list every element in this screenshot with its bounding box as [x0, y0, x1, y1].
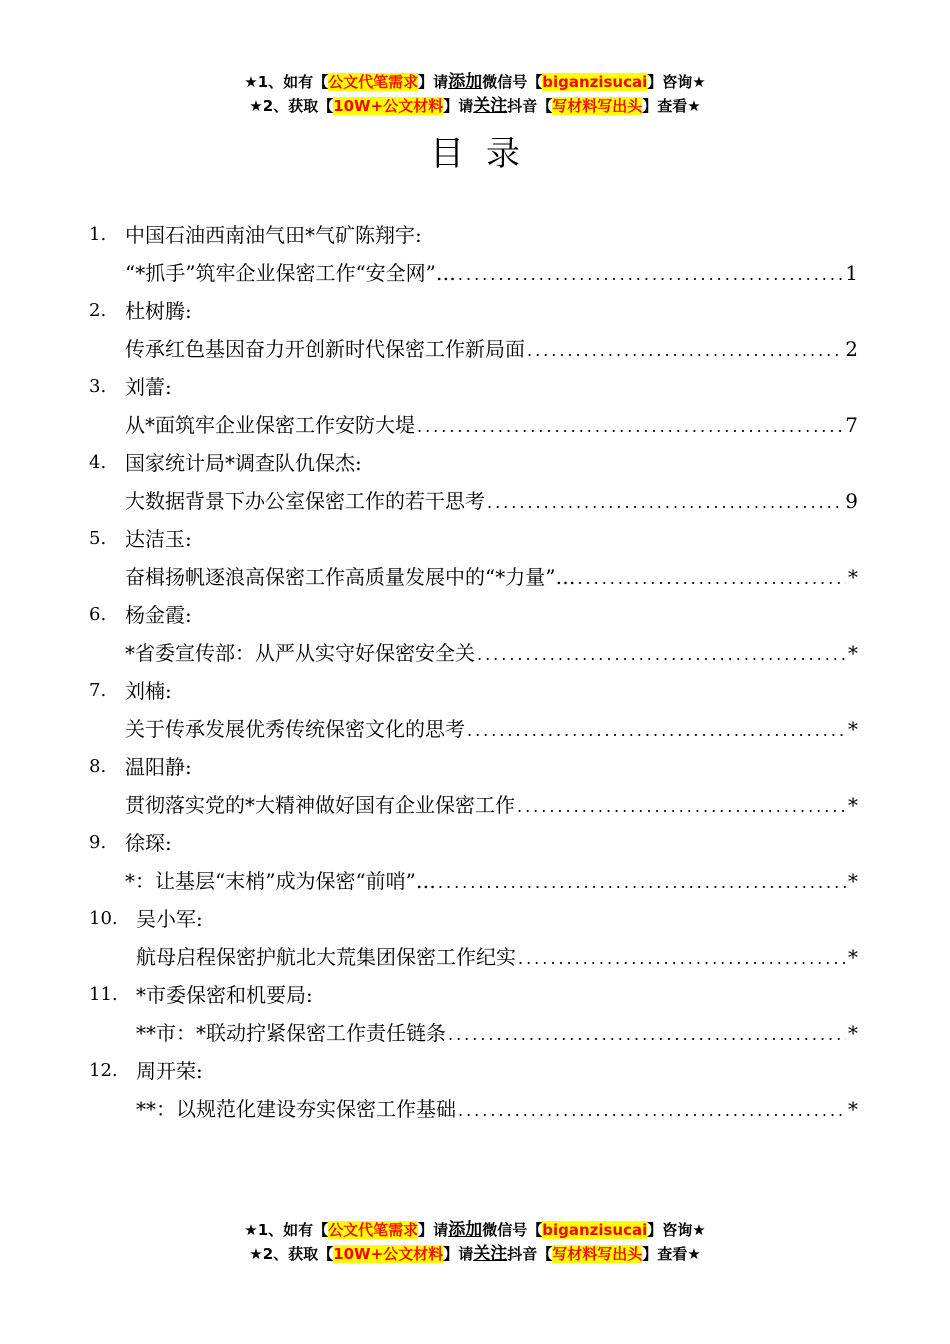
banner-underlined: 关注: [473, 1244, 508, 1264]
toc-entry-number: 4.: [89, 452, 107, 473]
toc-page-number[interactable]: *: [848, 717, 858, 741]
banner-text: 】查看★: [642, 1245, 701, 1263]
toc-entry-author: *市委保密和机要局:: [136, 983, 313, 1007]
banner-highlight: 写材料写出头: [552, 1245, 643, 1263]
toc-entry-row[interactable]: [125, 710, 858, 750]
header-banner: [0, 70, 950, 118]
toc-page-number[interactable]: *: [848, 1097, 858, 1121]
toc-entry-author: 周开荣:: [136, 1059, 203, 1083]
banner-text: ★1、如有【: [244, 1221, 329, 1239]
toc-entry-line[interactable]: [0, 710, 950, 748]
banner-text: 】请: [443, 1245, 474, 1263]
banner-text: ★1、如有【: [244, 73, 329, 91]
toc-entry-line[interactable]: [0, 330, 950, 368]
toc-entry-heading: [0, 216, 950, 254]
toc-dot-leader: [487, 484, 843, 522]
toc-entry-line[interactable]: [0, 786, 950, 824]
banner-line-1: [0, 70, 950, 94]
toc-entry-number: 9.: [89, 832, 107, 853]
toc-dot-leader: [527, 332, 843, 370]
toc-page-number[interactable]: 7: [845, 413, 858, 437]
banner-highlight: 10W+公文材料: [333, 97, 444, 115]
banner-text: 微信号【: [482, 1221, 543, 1239]
toc-entry-author: 刘蕾:: [125, 375, 172, 399]
toc-entry-heading: [0, 292, 950, 330]
toc-entry-heading: [0, 520, 950, 558]
toc-entry-heading: [0, 976, 950, 1014]
toc-entry-title[interactable]: 大数据背景下办公室保密工作的若干思考: [125, 489, 485, 513]
toc-dot-leader: [577, 560, 846, 598]
toc-entry-line[interactable]: [0, 254, 950, 292]
toc-dot-leader: [518, 940, 846, 978]
toc-entry-line[interactable]: [0, 862, 950, 900]
toc-entry-line[interactable]: [0, 634, 950, 672]
toc-entry-heading: [0, 444, 950, 482]
toc-entry-heading: [0, 672, 950, 710]
toc-entry-row[interactable]: [125, 330, 858, 370]
toc-entry-number: 10.: [89, 908, 118, 929]
toc-entry-heading: [0, 596, 950, 634]
toc-entry-title[interactable]: *省委宣传部：从严从实守好保密安全关: [125, 641, 475, 665]
banner-text: 微信号【: [482, 73, 543, 91]
toc-entry-number: 1.: [89, 224, 107, 245]
toc-page-number[interactable]: *: [848, 793, 858, 817]
toc-dot-leader: [517, 788, 846, 826]
toc-entry-row[interactable]: [125, 558, 858, 598]
toc-dot-leader: [438, 864, 846, 902]
toc-dot-leader: [448, 1016, 846, 1054]
toc-entry-row[interactable]: [125, 482, 858, 522]
banner-highlight: 写材料写出头: [552, 97, 643, 115]
toc-page-number[interactable]: 2: [845, 337, 858, 361]
toc-dot-leader: [458, 1092, 846, 1130]
toc-entry-line[interactable]: [0, 938, 950, 976]
toc-entry-line[interactable]: [0, 558, 950, 596]
banner-text: ★2、获取【: [249, 97, 334, 115]
footer-banner: [0, 1218, 950, 1266]
banner-text: 】请: [418, 73, 449, 91]
toc-entry-title[interactable]: 从*面筑牢企业保密工作安防大堤: [125, 413, 415, 437]
toc-entry-number: 8.: [89, 756, 107, 777]
toc-entry-author: 温阳静:: [125, 755, 192, 779]
toc-page-number[interactable]: 1: [845, 261, 858, 285]
toc-entry-line[interactable]: [0, 482, 950, 520]
banner-line-2: [0, 94, 950, 118]
toc-entry-author: 杨金霞:: [125, 603, 192, 627]
page-title: 目录: [430, 134, 542, 174]
banner-highlight: biganzisucai: [542, 1221, 648, 1239]
toc-entry-author: 刘楠:: [125, 679, 172, 703]
toc-dot-leader: [417, 408, 843, 446]
toc-entry-number: 7.: [89, 680, 107, 701]
toc-entry-title[interactable]: **：以规范化建设夯实保密工作基础: [136, 1097, 456, 1121]
toc-page-number[interactable]: *: [848, 945, 858, 969]
toc-entry-row[interactable]: [136, 1014, 858, 1054]
toc-entry-author: 国家统计局*调查队仇保杰:: [125, 451, 362, 475]
toc-entry-row[interactable]: [136, 938, 858, 978]
toc-entry-heading: [0, 824, 950, 862]
banner-text: 】请: [418, 1221, 449, 1239]
banner-highlight: 公文代笔需求: [328, 73, 419, 91]
toc-entry-title[interactable]: “*抓手”筑牢企业保密工作“安全网”…: [125, 261, 456, 285]
banner-underlined: 添加: [448, 1220, 483, 1240]
toc-dot-leader: [477, 636, 846, 674]
banner-text: 】查看★: [642, 97, 701, 115]
banner-text: 抖音【: [507, 97, 553, 115]
toc-entry-title[interactable]: 关于传承发展优秀传统保密文化的思考: [125, 717, 465, 741]
banner-highlight: 10W+公文材料: [333, 1245, 444, 1263]
toc-entry-author: 徐琛:: [125, 831, 172, 855]
banner-underlined: 添加: [448, 72, 483, 92]
banner-text: 】请: [443, 97, 474, 115]
toc-entry-line[interactable]: [0, 1014, 950, 1052]
toc-dot-leader: [467, 712, 846, 750]
toc-entry-number: 6.: [89, 604, 107, 625]
toc-page-number[interactable]: *: [848, 869, 858, 893]
toc-entry-title[interactable]: **市：*联动拧紧保密工作责任链条: [136, 1021, 446, 1045]
toc-entry-heading: [0, 748, 950, 786]
toc-entry-row[interactable]: [125, 862, 858, 902]
banner-text: 】咨询★: [647, 73, 706, 91]
toc-entry-title[interactable]: 传承红色基因奋力开创新时代保密工作新局面: [125, 337, 525, 361]
toc-page-number[interactable]: *: [848, 565, 858, 589]
toc-entry-line[interactable]: [0, 1090, 950, 1128]
toc-entry-heading: [0, 900, 950, 938]
banner-line-2: [0, 1242, 950, 1266]
toc-entry-row[interactable]: [125, 406, 858, 446]
toc-entry-number: 12.: [89, 1060, 118, 1081]
banner-text: 】咨询★: [647, 1221, 706, 1239]
toc-entry-row[interactable]: [125, 634, 858, 674]
table-of-contents: [0, 216, 950, 1128]
toc-entry-number: 2.: [89, 300, 107, 321]
banner-text: 抖音【: [507, 1245, 553, 1263]
banner-highlight: biganzisucai: [542, 73, 648, 91]
toc-entry-title[interactable]: 奋楫扬帆逐浪高保密工作高质量发展中的“*力量”…: [125, 565, 576, 589]
toc-entry-title[interactable]: *：让基层“末梢”成为保密“前哨”…: [125, 869, 436, 893]
toc-entry-title[interactable]: 贯彻落实党的*大精神做好国有企业保密工作: [125, 793, 515, 817]
toc-entry-line[interactable]: [0, 406, 950, 444]
toc-entry-number: 5.: [89, 528, 107, 549]
banner-text: ★2、获取【: [249, 1245, 334, 1263]
toc-entry-number: 3.: [89, 376, 107, 397]
toc-entry-author: 达洁玉:: [125, 527, 192, 551]
toc-entry-author: 中国石油西南油气田*气矿陈翔宇:: [125, 223, 422, 247]
banner-line-1: [0, 1218, 950, 1242]
toc-entry-author: 吴小军:: [136, 907, 203, 931]
toc-entry-row[interactable]: [136, 1090, 858, 1130]
toc-entry-title[interactable]: 航母启程保密护航北大荒集团保密工作纪实: [136, 945, 516, 969]
toc-entry-row[interactable]: [125, 786, 858, 826]
toc-entry-heading: [0, 368, 950, 406]
toc-page-number[interactable]: *: [848, 1021, 858, 1045]
toc-entry-number: 11.: [89, 984, 118, 1005]
toc-dot-leader: [458, 256, 843, 294]
banner-underlined: 关注: [473, 96, 508, 116]
toc-entry-row[interactable]: [125, 254, 858, 294]
toc-entry-heading: [0, 1052, 950, 1090]
banner-highlight: 公文代笔需求: [328, 1221, 419, 1239]
toc-entry-author: 杜树腾:: [125, 299, 192, 323]
toc-page-number[interactable]: *: [848, 641, 858, 665]
toc-page-number[interactable]: 9: [845, 489, 858, 513]
